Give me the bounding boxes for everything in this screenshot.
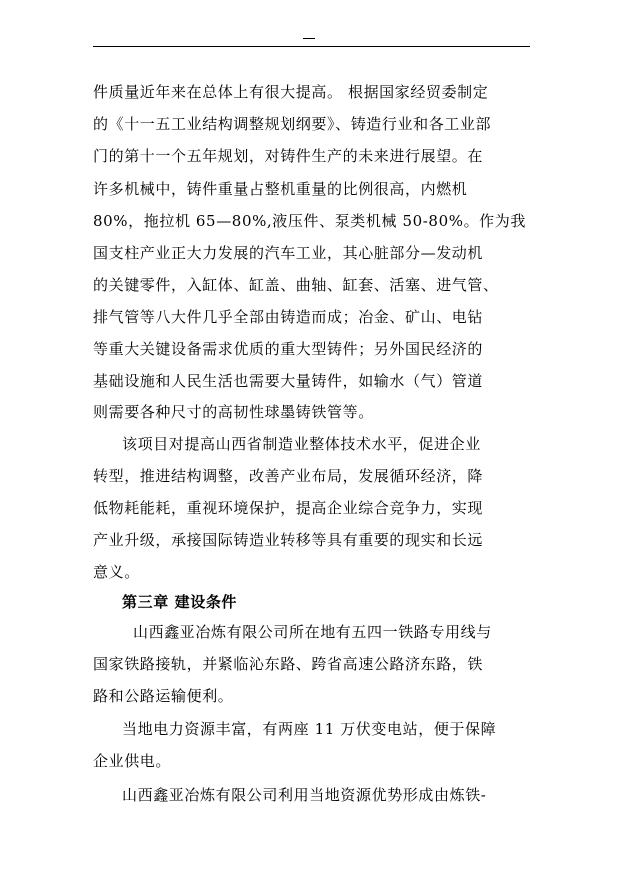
paragraph-line: 转型，推进结构调整，改善产业布局，发展循环经济，降: [93, 467, 484, 485]
paragraph-line: 低物耗能耗，重视环境保护，提高企业综合竞争力，实现: [93, 499, 484, 517]
paragraph-line: 该项目对提高山西省制造业整体技术水平，促进企业: [122, 435, 481, 453]
paragraph-line: 意义。: [93, 563, 140, 581]
paragraph-line: 的关键零件，入缸体、缸盖、曲轴、缸套、活塞、进气管、: [93, 276, 499, 294]
paragraph-line: 山西鑫亚冶炼有限公司所在地有五四一铁路专用线与: [133, 623, 492, 641]
paragraph-line: 门的第十一个五年规划，对铸件生产的未来进行展望。在: [93, 147, 484, 165]
header-mark: [303, 38, 315, 39]
paragraph-line: 件质量近年来在总体上有很大提高。 根据国家经贸委制定: [93, 83, 489, 101]
paragraph-line: 许多机械中，铸件重量占整机重量的比例很高，内燃机: [93, 180, 468, 198]
paragraph-line: 路和公路运输便利。: [93, 687, 234, 705]
header-rule: [93, 46, 530, 47]
paragraph-line: 等重大关键设备需求优质的重大型铸件；另外国民经济的: [93, 340, 484, 358]
paragraph-line: 当地电力资源丰富，有两座 11 万伏变电站，便于保障: [122, 720, 497, 738]
chapter-heading: 第三章 建设条件: [122, 593, 238, 611]
paragraph-line: 企业供电。: [93, 752, 172, 770]
paragraph-line: 国支柱产业正大力发展的汽车工业，其心脏部分—发动机: [93, 244, 484, 262]
paragraph-line: 80%，拖拉机 65—80%,液压件、泵类机械 50-80%。作为我: [93, 212, 526, 230]
paragraph-line: 基础设施和人民生活也需要大量铸件，如输水（气）管道: [93, 372, 484, 390]
paragraph-line: 的《十一五工业结构调整规划纲要》、铸造行业和各工业部: [93, 115, 492, 133]
paragraph-line: 山西鑫亚冶炼有限公司利用当地资源优势形成由炼铁-: [122, 786, 487, 804]
paragraph-line: 国家铁路接轨，并紧临沁东路、跨省高速公路济东路，铁: [93, 655, 484, 673]
paragraph-line: 排气管等八大件几乎全部由铸造而成；冶金、矿山、电钻: [93, 308, 484, 326]
paragraph-line: 则需要各种尺寸的高韧性球墨铸铁管等。: [93, 403, 374, 421]
paragraph-line: 产业升级，承接国际铸造业转移等具有重要的现实和长远: [93, 531, 484, 549]
